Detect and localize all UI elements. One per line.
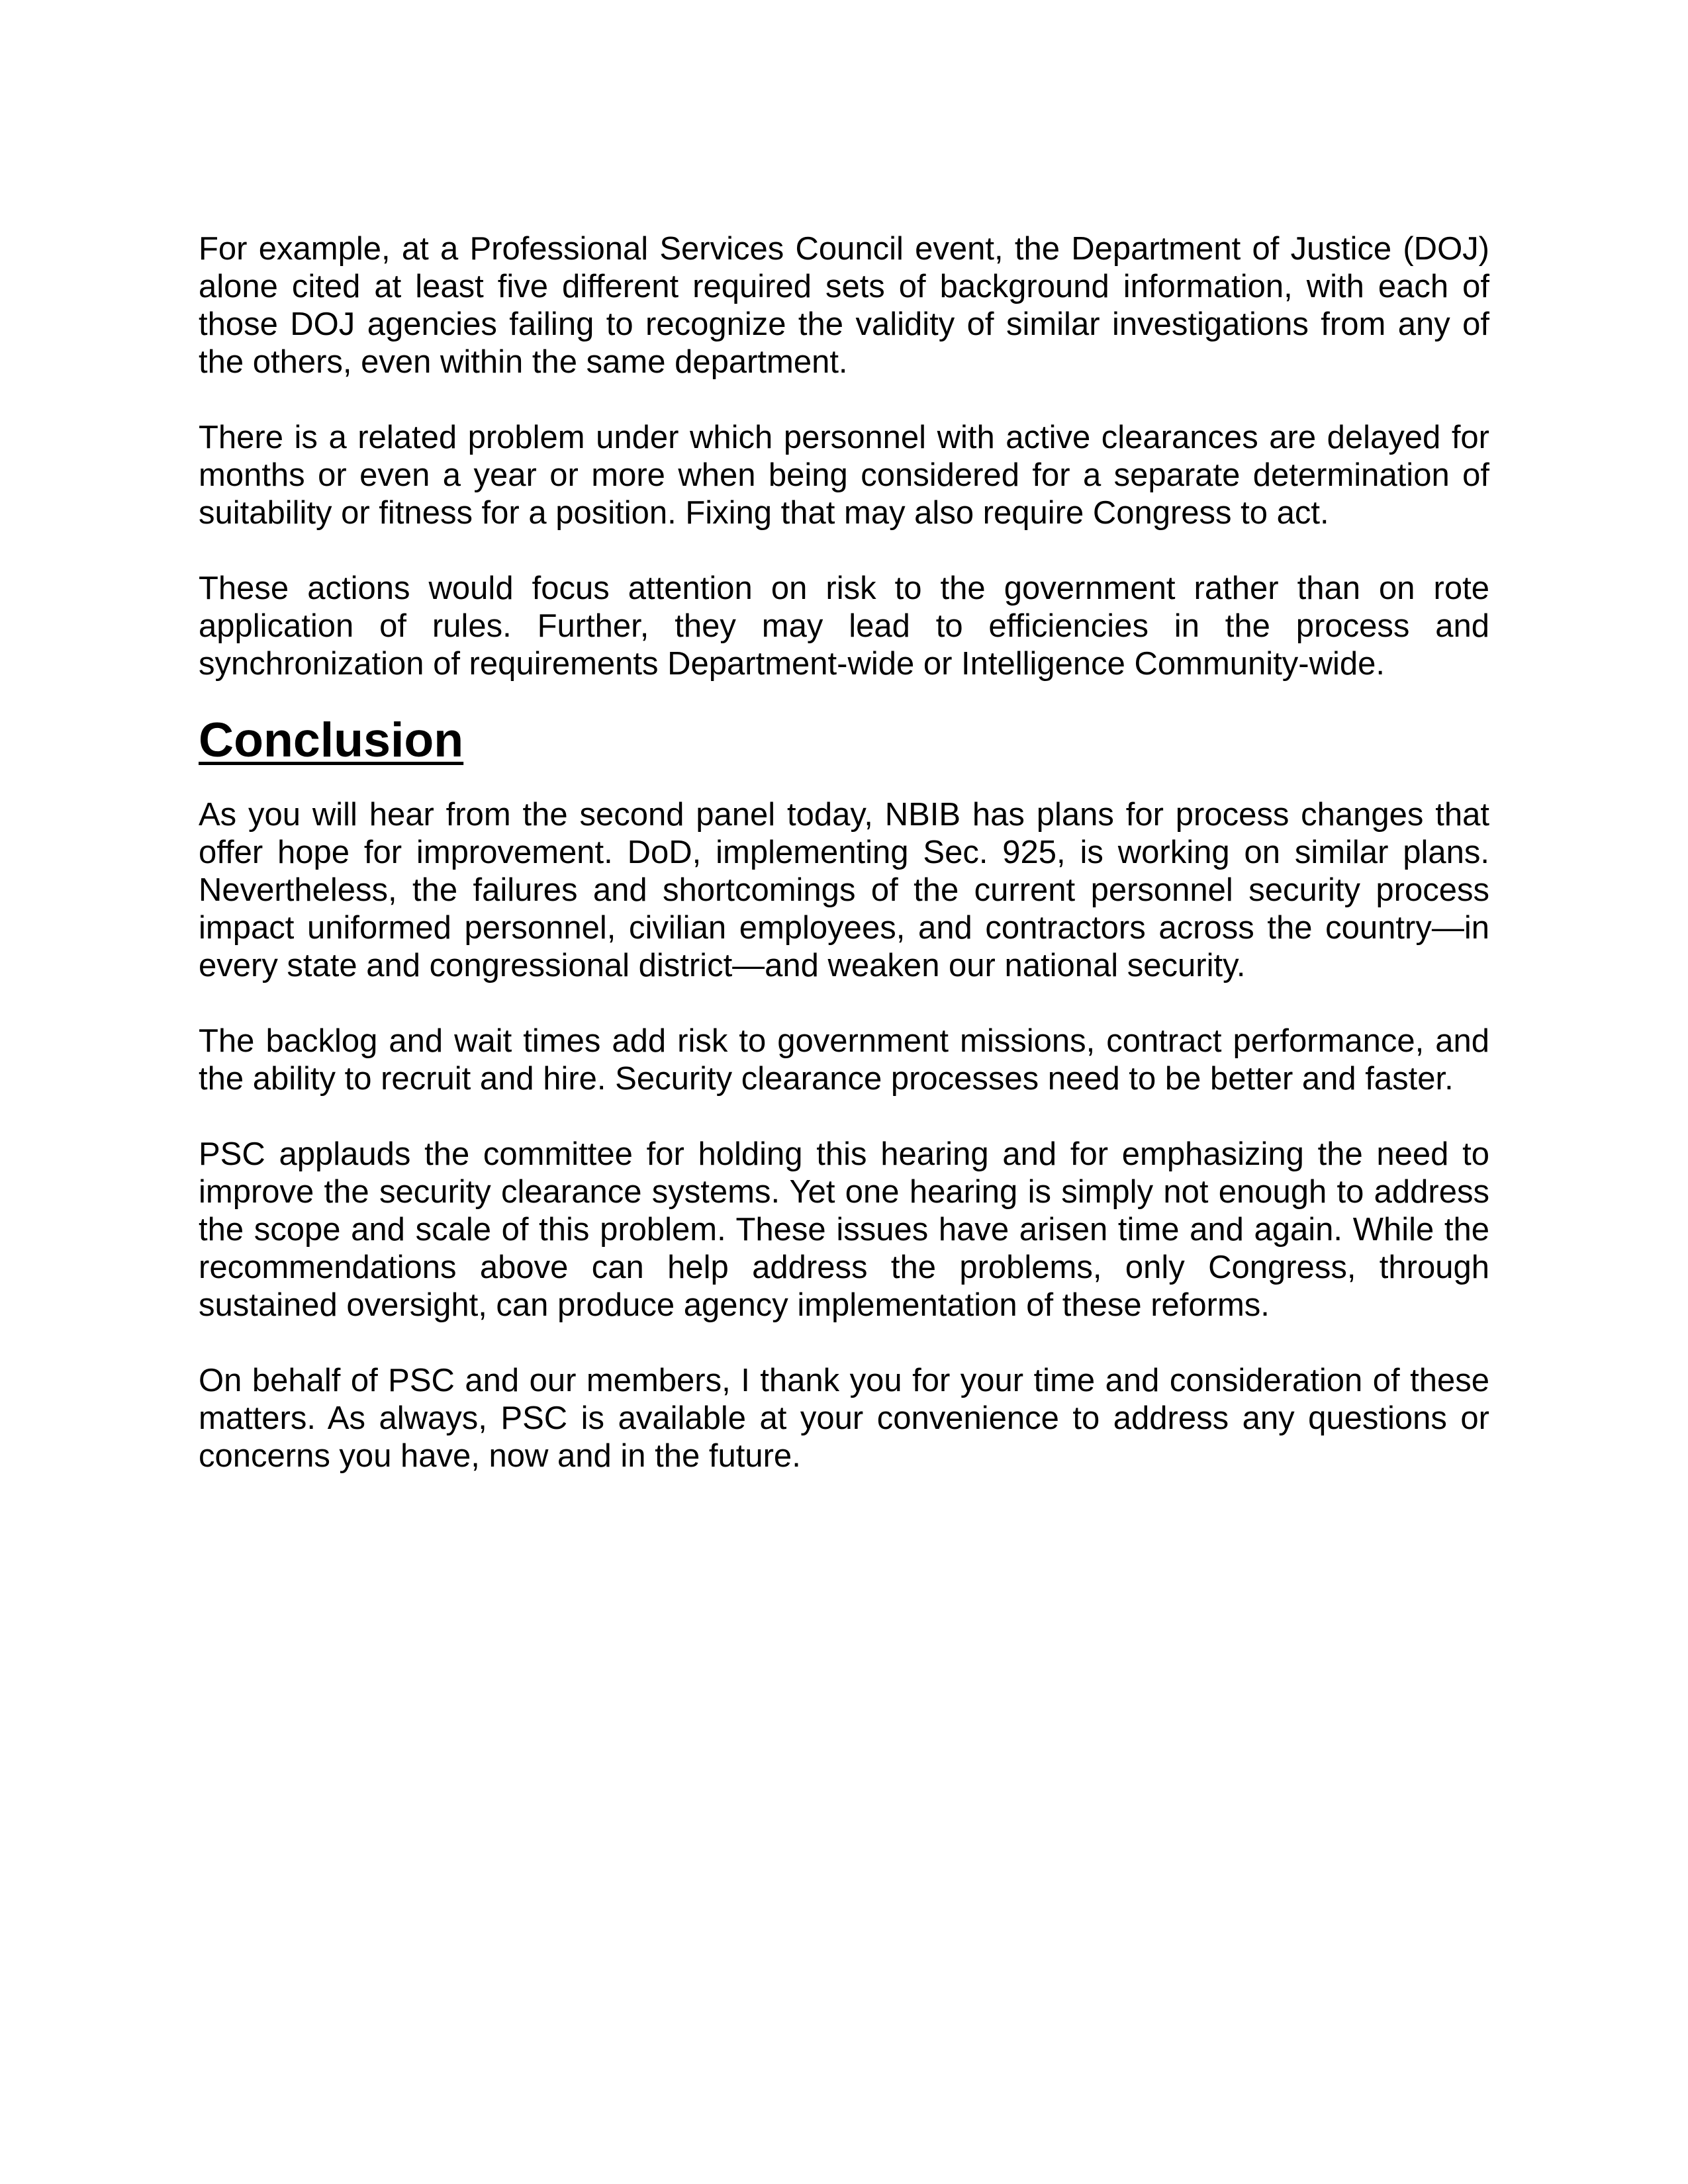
paragraph-suitability-delays: There is a related problem under which personnel with active clearances are delayed for months or even a year or more when being considered for a separate determination of suitability or fitness for a position. Fixing that may also require Congress to act. [199,420,1489,531]
paragraph-backlog: The backlog and wait times add risk to government missions, contract performance, and the ability to recruit and hire. Security clearance processes need to be better and faster. [199,1023,1489,1097]
paragraph-psc-applauds: PSC applauds the committee for holding this hearing and for emphasizing the need to improve the security clearance systems. Yet one hearing is simply not enough to address the scope and scale of this problem. These issues have arisen time and again. While the recommendations above can help address the problems, only Congress, through sustained oversight, can produce agency implementation of these reforms. [199,1136,1489,1323]
paragraph-doj-example: For example, at a Professional Services Council event, the Department of Justice (DOJ) alone cited at least five different required sets of background information, with each of those DOJ agencies failing to recognize the validity of similar investigations from any of the others, even within the same department. [199,231,1489,380]
paragraph-closing-thanks: On behalf of PSC and our members, I thank you for your time and consideration of these matters. As always, PSC is available at your convenience to address any questions or concerns you have, now and in the future. [199,1363,1489,1474]
paragraph-nbib-plans: As you will hear from the second panel today, NBIB has plans for process changes that offer hope for improvement. DoD, implementing Sec. 925, is working on similar plans. Nevertheless, the failures and shortcomings of the current personnel security process impact uniformed personnel, civilian employees, and contractors across the country—in every state and congressional district—and weaken our national security. [199,797,1489,983]
paragraph-risk-focus: These actions would focus attention on risk to the government rather than on rote application of rules. Further, they may lead to efficiencies in the process and synchronization of requirements Department-wide or Intelligence Community-wide. [199,570,1489,682]
document-page [199,230,1489,1513]
section-heading-conclusion: Conclusion [199,712,464,767]
